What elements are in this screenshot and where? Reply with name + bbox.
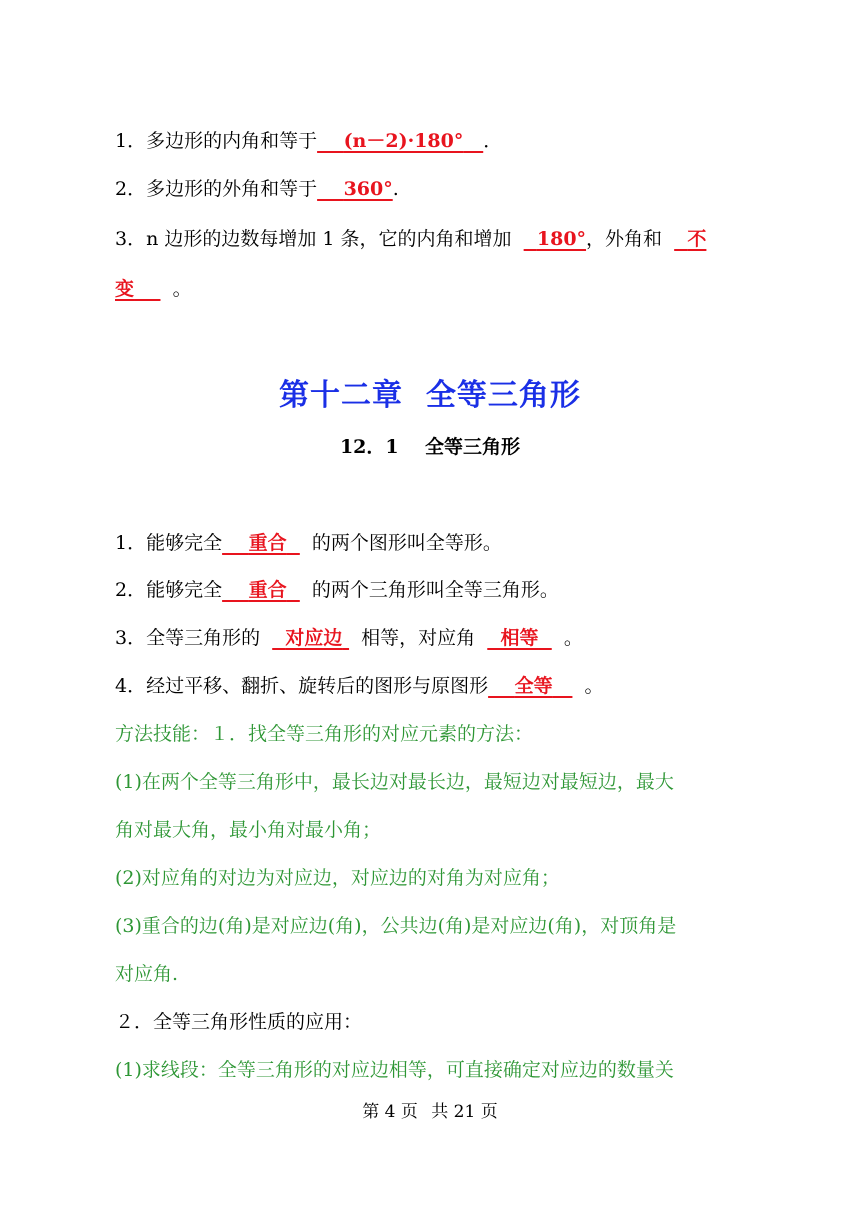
item-suffix: 。 <box>563 627 583 649</box>
item-text: 3．全等三角形的 <box>115 627 261 649</box>
item-text: 4．经过平移、翻折、旋转后的图形与原图形 <box>115 675 489 697</box>
method-2: (2)对应角的对边为对应边，对应边的对角为对应角； <box>115 867 560 889</box>
answer-blank: 重合 <box>248 532 287 554</box>
item-suffix: . <box>392 178 399 200</box>
item-text: 3．n 边形的边数每增加 1 条，它的内角和增加 <box>115 228 512 250</box>
polygon-interior-angle-item <box>115 128 502 154</box>
page-number: 第 4 页 <box>362 1102 418 1122</box>
answer-blank: 180° <box>536 228 587 250</box>
item-suffix: 的两个三角形叫全等三角形。 <box>311 579 559 601</box>
item-suffix: ． <box>483 130 503 152</box>
polygon-side-increase-continued <box>115 276 192 302</box>
item-mid: 相等，对应角 <box>361 627 476 649</box>
transformation-item <box>115 673 604 699</box>
section-title: 12．1 全等三角形 <box>339 436 521 458</box>
method-3-line-1: (3)重合的边(角)是对应边(角)，公共边(角)是对应边(角)，对顶角是 <box>115 915 677 937</box>
answer-blank: (n－2)·180° <box>343 130 464 152</box>
method-1-line-2: 角对最大角，最小角对最小角； <box>115 819 382 841</box>
method-3-line-2: 对应角. <box>115 963 179 985</box>
polygon-exterior-angle-item <box>115 176 399 202</box>
answer-blank: 相等 <box>500 627 539 649</box>
application-1-line-1: (1)求线段：全等三角形的对应边相等，可直接确定对应边的数量关 <box>115 1059 674 1081</box>
page-total: 共 21 页 <box>431 1102 498 1122</box>
congruent-triangle-item <box>115 577 559 603</box>
answer-blank: 360° <box>343 178 393 200</box>
corresponding-parts-item <box>115 625 583 651</box>
answer-blank: 重合 <box>248 579 287 601</box>
item-text: 2．多边形的外角和等于 <box>115 178 318 200</box>
item-text: 1．多边形的内角和等于 <box>115 130 318 152</box>
chapter-title: 第十二章 全等三角形 <box>279 378 581 413</box>
answer-blank: 变 <box>115 278 135 300</box>
answer-blank: 全等 <box>514 675 553 697</box>
item-suffix: 。 <box>172 278 192 300</box>
page-footer <box>0 1097 860 1122</box>
answer-blank: 对应边 <box>285 627 343 649</box>
method-heading: 方法技能：１．找全等三角形的对应元素的方法： <box>115 723 534 745</box>
item-text: 2．能够完全 <box>115 579 223 601</box>
item-mid: ，外角和 <box>586 228 663 250</box>
method-heading-2: ２．全等三角形性质的应用： <box>115 1011 363 1033</box>
method-1-line-1: (1)在两个全等三角形中，最长边对最长边，最短边对最短边，最大 <box>115 771 674 793</box>
item-text: 1．能够完全 <box>115 532 223 554</box>
answer-blank: 不 <box>687 228 707 250</box>
item-suffix: 。 <box>584 675 604 697</box>
polygon-side-increase-item <box>115 226 706 252</box>
congruent-figure-item <box>115 530 502 556</box>
item-suffix: 的两个图形叫全等形。 <box>311 532 502 554</box>
